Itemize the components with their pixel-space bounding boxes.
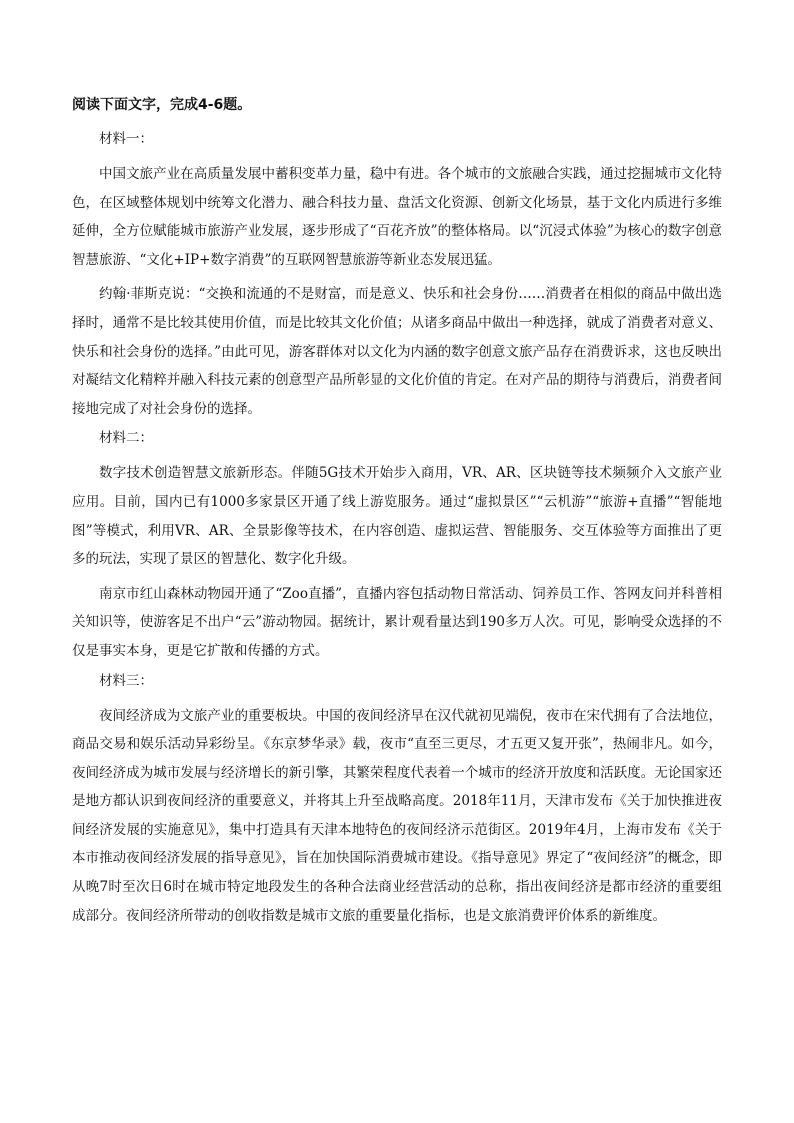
material-3-paragraph-1: 夜间经济成为文旅产业的重要板块。中国的夜间经济早在汉代就初见端倪，夜市在宋代拥有了合法地位，商品交易和娱乐活动异彩纷呈。《东京梦华录》载，夜市“直至三更尽，才五更又复开张”，热闹非凡。如今，夜间经济成为城市发展与经济增长的新引擎，其繁荣程度代表着一个城市的经济开放度和活跃度。无论国家还是地方都认识到夜间经济的重要意义，并将其上升至战略高度。2018年11月，天津市发布《关于加快推进夜间经济发展的实施意见》，集中打造具有天津本地特色的夜间经济示范街区。2019年4月，上海市发布《关于本市推动夜间经济发展的指导意见》，旨在加快国际消费城市建设。《指导意见》界定了“夜间经济”的概念，即从晚7时至次日6时在城市特定地段发生的各种合法商业经营活动的总称，指出夜间经济是都市经济的重要组成部分。夜间经济所带动的创收指数是城市文旅的重要量化指标，也是文旅消费评价体系的新维度。: [72, 707, 722, 924]
question-heading: 阅读下面文字，完成4-6题。: [72, 97, 252, 113]
material-2-label: 材料二：: [99, 430, 153, 447]
material-1-label: 材料一：: [99, 131, 153, 147]
material-2-paragraph-1: 数字技术创造智慧文旅新形态。伴随5G技术开始步入商用，VR、AR、区块链等技术频频介入文旅产业应用。目前，国内已有1000多家景区开通了线上游览服务。通过“虚拟景区”“云机游”“旅游+直播”“智能地图”等模式，利用VR、AR、全景影像等技术，在内容创造、虚拟运营、智能服务、交互体验等方面推出了更多的玩法，实现了景区的智慧化、数字化升级。: [72, 465, 722, 568]
material-2-paragraph-2: 南京市红山森林动物园开通了“Zoo直播”，直播内容包括动物日常活动、饲养员工作、答网友问并科普相关知识等，使游客足不出户“云”游动物园。据统计，累计观看量达到190多万人次。可见，影响受众选择的不仅是事实本身，更是它扩散和传播的方式。: [72, 585, 722, 659]
material-3-label: 材料三：: [99, 672, 153, 689]
material-1-paragraph-2: 约翰·菲斯克说：“交换和流通的不是财富，而是意义、快乐和社会身份……消费者在相似的商品中做出选择时，通常不是比较其使用价值，而是比较其文化价值；从诸多商品中做出一种选择，就成了消费者对意义、快乐和社会身份的选择。”由此可见，游客群体对以文化为内涵的数字创意文旅产品存在消费诉求，这也反映出对凝结文化精粹并融入科技元素的创意型产品所彰显的文化价值的肯定。在对产品的期待与消费后，消费者间接地完成了对社会身份的选择。: [72, 286, 722, 417]
document-page: [72, 95, 722, 936]
material-1-paragraph-1: 中国文旅产业在高质量发展中蓄积变革力量，稳中有进。各个城市的文旅融合实践，通过挖掘城市文化特色，在区域整体规划中统筹文化潜力、融合科技力量、盘活文化资源、创新文化场景，基于文化内质进行多维延伸，全方位赋能城市旅游产业发展，逐步形成了“百花齐放”的整体格局。以“沉浸式体验”为核心的数字创意智慧旅游、“文化+IP+数字消费”的互联网智慧旅游等新业态发展迅猛。: [72, 166, 722, 268]
